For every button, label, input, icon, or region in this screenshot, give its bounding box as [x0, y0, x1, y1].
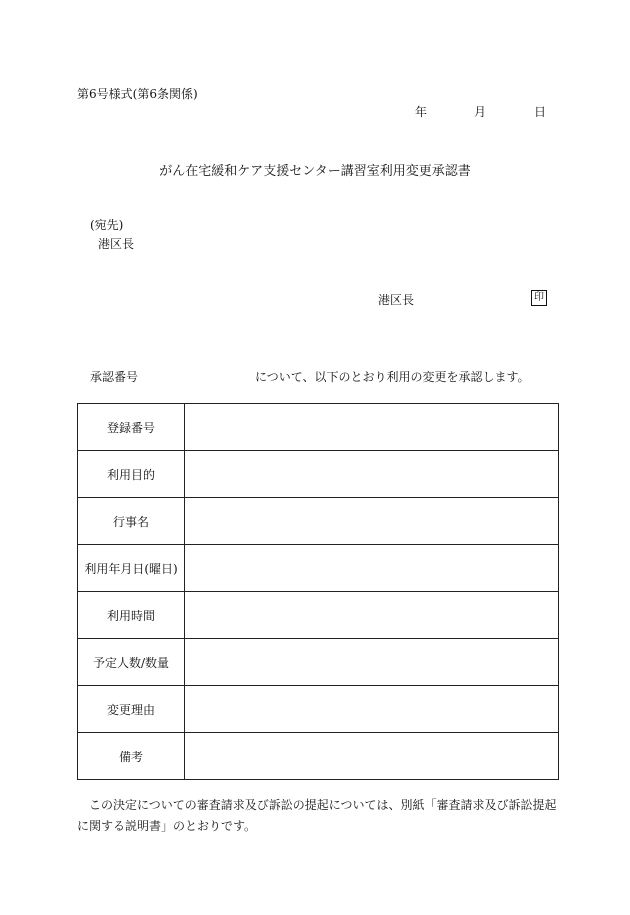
date-month-label: 月 — [474, 105, 487, 119]
event-name-field[interactable] — [185, 498, 559, 545]
registration-number-label: 登録番号 — [78, 404, 185, 451]
date-year-label: 年 — [415, 105, 428, 119]
change-reason-field[interactable] — [185, 686, 559, 733]
addressee-label: (宛先) — [90, 218, 124, 232]
table-row — [78, 404, 559, 451]
event-name-label: 行事名 — [78, 498, 185, 545]
purpose-field[interactable] — [185, 451, 559, 498]
table-row — [78, 592, 559, 639]
purpose-label: 利用目的 — [78, 451, 185, 498]
usage-time-label: 利用時間 — [78, 592, 185, 639]
remarks-field[interactable] — [185, 733, 559, 780]
expected-count-field[interactable] — [185, 639, 559, 686]
table-row — [78, 733, 559, 780]
usage-date-field[interactable] — [185, 545, 559, 592]
approval-number-label: 承認番号 — [90, 370, 139, 384]
change-reason-label: 変更理由 — [78, 686, 185, 733]
table-row — [78, 498, 559, 545]
table-row — [78, 639, 559, 686]
form-number: 第6号様式(第6条関係) — [77, 87, 198, 101]
expected-count-label: 予定人数/数量 — [78, 639, 185, 686]
approval-statement: について、以下のとおり利用の変更を承認します。 — [255, 370, 530, 384]
document-title: がん在宅緩和ケア支援センター講習室利用変更承認書 — [159, 164, 471, 179]
usage-date-label: 利用年月日(曜日) — [78, 545, 185, 592]
appeal-notice: この決定についての審査請求及び訴訟の提起については、別紙「審査請求及び訴訟提起に関する説明書」のとおりです。 — [77, 798, 557, 833]
usage-time-field[interactable] — [185, 592, 559, 639]
addressee-name: 港区長 — [98, 237, 135, 251]
table-row — [78, 451, 559, 498]
issuer-name: 港区長 — [378, 293, 415, 307]
remarks-label: 備考 — [78, 733, 185, 780]
seal-icon: 印 — [531, 290, 547, 306]
date-day-label: 日 — [534, 105, 547, 119]
registration-number-field[interactable] — [185, 404, 559, 451]
approval-form-table — [77, 403, 559, 780]
table-row — [78, 686, 559, 733]
table-row — [78, 545, 559, 592]
